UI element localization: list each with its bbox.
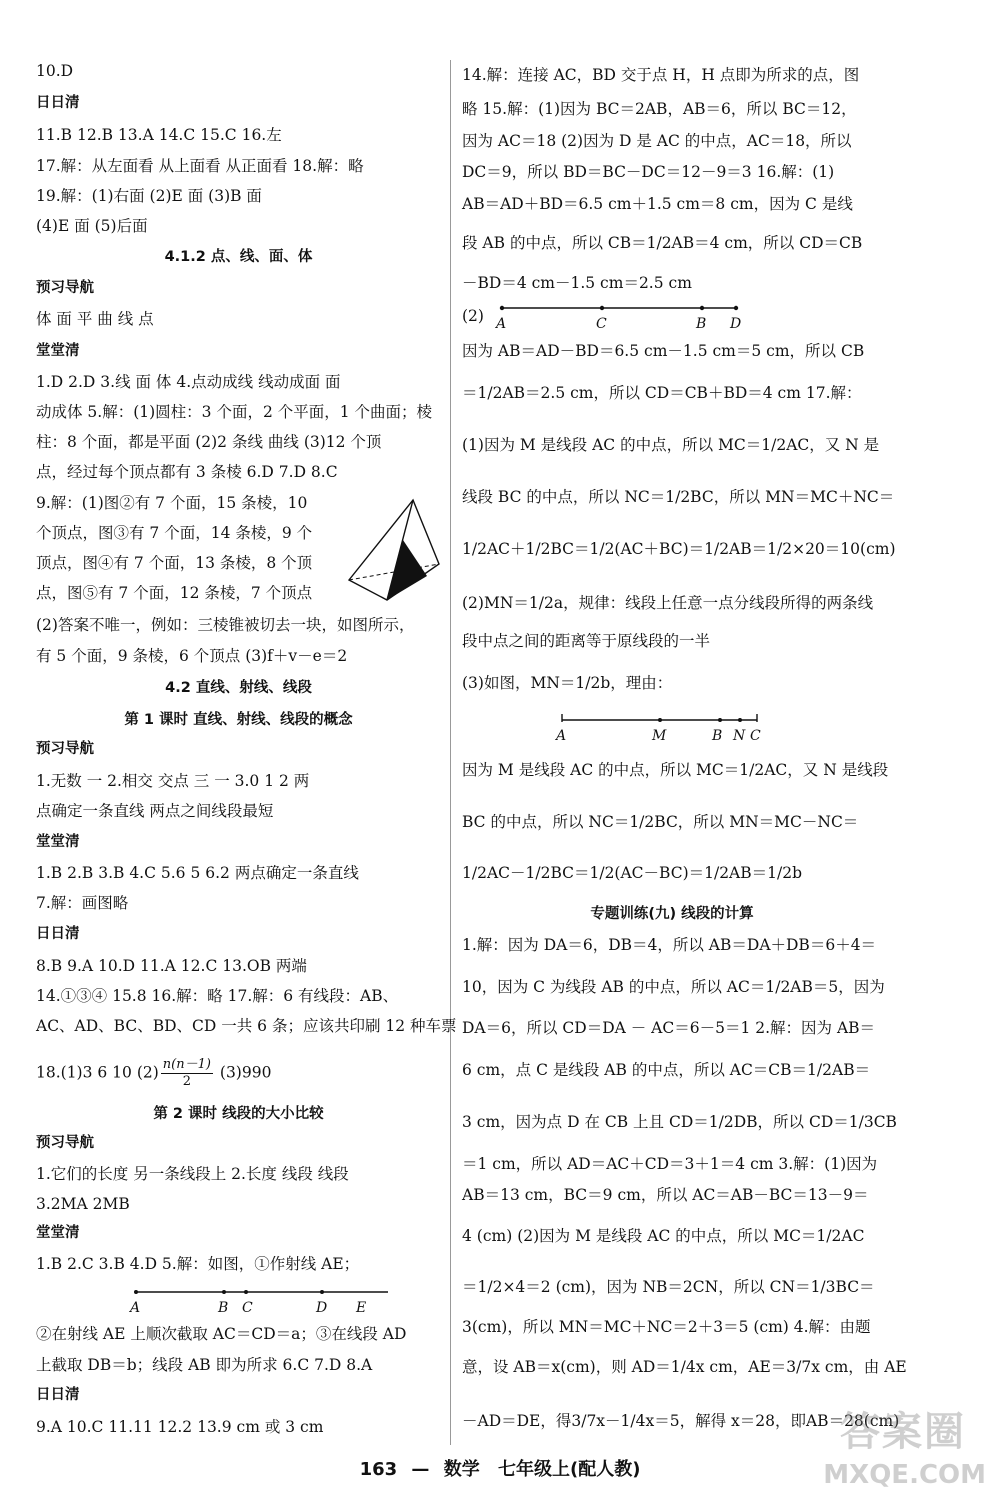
answer-line: 段中点之间的距离等于原线段的一半 <box>462 632 711 650</box>
answer-line: 点，经过每个顶点都有 3 条棱 6.D 7.D 8.C <box>36 463 338 481</box>
ray-construction-figure <box>126 1282 396 1320</box>
answer-line: 顶点，图④有 7 个面，13 条棱，8 个顶 <box>36 554 313 572</box>
footer-separator: — <box>411 1459 430 1480</box>
answer-line: 17.解：从左面看 从上面看 从正面看 18.解：略 <box>36 157 364 175</box>
point-label: C <box>242 1300 253 1316</box>
answer-text: (3)990 <box>214 1063 272 1082</box>
answer-line: 1.它们的长度 另一条线段上 2.长度 线段 线段 <box>36 1165 349 1183</box>
watermark <box>823 1400 994 1492</box>
section-heading: 预习导航 <box>36 741 94 757</box>
answer-line: 8.B 9.A 10.D 11.A 12.C 13.OB 两端 <box>36 957 307 975</box>
answer-line: 3(cm)，所以 MN＝MC＋NC＝2＋3＝5 (cm) 4.解：由题 <box>462 1318 871 1336</box>
answer-line: 线段 BC 的中点，所以 NC＝1/2BC，所以 MN＝MC＋NC＝ <box>462 488 895 506</box>
answer-line: 1.无数 一 2.相交 交点 三 一 3.0 1 2 两 <box>36 772 310 790</box>
point-label: B <box>712 728 723 744</box>
answer-line <box>36 1057 271 1090</box>
topic-title: 专题训练(九) 线段的计算 <box>590 906 754 922</box>
answer-line: DA＝6，所以 CD＝DA － AC＝6－5＝1 2.解：因为 AB＝ <box>462 1019 876 1037</box>
fraction <box>161 1057 213 1090</box>
answer-line: 上截取 DB＝b；线段 AB 即为所求 6.C 7.D 8.A <box>36 1356 373 1374</box>
point-label: E <box>356 1300 367 1316</box>
answer-line: 1.D 2.D 3.线 面 体 4.点动成线 线动成面 面 <box>36 373 341 391</box>
answer-line: 10.D <box>36 62 74 80</box>
answer-line: －BD＝4 cm－1.5 cm＝2.5 cm <box>462 274 692 292</box>
section-heading: 日日清 <box>36 95 80 111</box>
answer-line: 体 面 平 曲 线 点 <box>36 310 154 328</box>
answer-line: 1/2AC－1/2BC＝1/2(AC－BC)＝1/2AB＝1/2b <box>462 864 803 882</box>
answer-line: 动成体 5.解：(1)圆柱：3 个面，2 个平面，1 个曲面；棱 <box>36 403 433 421</box>
answer-line: 因为 AC＝18 (2)因为 D 是 AC 的中点，AC＝18，所以 <box>462 132 852 150</box>
answer-line: (2)MN＝1/2a，规律：线段上任意一点分线段所得的两条线 <box>462 594 874 612</box>
answer-line: 有 5 个面，9 条棱，6 个顶点 (3)f＋v－e＝2 <box>36 647 348 665</box>
answer-line: (2)答案不唯一，例如：三棱锥被切去一块，如图所示， <box>36 616 415 634</box>
point-label: D <box>316 1300 328 1316</box>
segment-figure-ambnc <box>552 710 782 744</box>
answer-line: ＝1/2AB＝2.5 cm，所以 CD＝CB＋BD＝4 cm 17.解： <box>462 384 862 402</box>
answer-line: 1.B 2.C 3.B 4.D 5.解：如图，①作射线 AE； <box>36 1255 360 1273</box>
answer-line: 19.解：(1)右面 (2)E 面 (3)B 面 <box>36 187 262 205</box>
answer-line: 7.解：画图略 <box>36 894 129 912</box>
answer-line: 3.2MA 2MB <box>36 1195 130 1213</box>
point-label: N <box>733 728 746 744</box>
point-label: M <box>652 728 667 744</box>
answer-line: 因为 AB＝AD－BD＝6.5 cm－1.5 cm＝5 cm，所以 CB <box>462 342 865 360</box>
watermark-logo: 答案圈 <box>840 1409 966 1455</box>
answer-line: 14.解：连接 AC，BD 交于点 H，H 点即为所求的点，图 <box>462 66 860 84</box>
watermark-url: MXQE.COM <box>823 1460 986 1490</box>
answer-line: 段 AB 的中点，所以 CB＝1/2AB＝4 cm，所以 CD＝CB <box>462 234 863 252</box>
grade-label: 七年级上(配人教) <box>497 1459 641 1480</box>
point-label: B <box>218 1300 229 1316</box>
answer-line: 意，设 AB＝x(cm)，则 AD＝1/4x cm，AE＝3/7x cm，由 AE <box>462 1358 907 1376</box>
answer-line: 14.①③④ 15.8 16.解：略 17.解：6 有线段：AB、 <box>36 987 399 1005</box>
answer-text: 18.(1)3 6 10 (2) <box>36 1063 159 1082</box>
section-heading: 堂堂清 <box>36 343 80 359</box>
point-label: B <box>696 316 707 332</box>
section-heading: 预习导航 <box>36 280 94 296</box>
answer-line: 1.解：因为 DA＝6，DB＝4，所以 AB＝DA＋DB＝6＋4＝ <box>462 936 877 954</box>
answer-line: 10，因为 C 为线段 AB 的中点，所以 AC＝1/2AB＝5，因为 <box>462 978 885 996</box>
subject-label: 数学 <box>443 1459 480 1480</box>
point-label: A <box>496 316 507 332</box>
fraction-numerator: n(n－1) <box>162 1057 211 1072</box>
answer-line: AC、AD、BC、BD、CD 一共 6 条；应该共印刷 12 种车票 <box>36 1017 457 1035</box>
section-heading: 日日清 <box>36 926 80 942</box>
section-heading: 堂堂清 <box>36 834 80 850</box>
answer-line: (4)E 面 (5)后面 <box>36 217 148 235</box>
answer-line: 11.B 12.B 13.A 14.C 15.C 16.左 <box>36 126 282 144</box>
point-label: C <box>750 728 761 744</box>
answer-line: (2) <box>462 307 484 325</box>
answer-line: 点，图⑤有 7 个面，12 条棱，7 个顶点 <box>36 584 313 602</box>
answer-line: 4 (cm) (2)因为 M 是线段 AC 的中点，所以 MC＝1/2AC <box>462 1227 865 1245</box>
answer-line: 因为 M 是线段 AC 的中点，所以 MC＝1/2AC，又 N 是线段 <box>462 761 889 779</box>
lesson-subtitle: 第 2 课时 线段的大小比较 <box>153 1106 324 1122</box>
section-heading: 预习导航 <box>36 1135 94 1151</box>
segment-figure-acbd <box>492 298 782 332</box>
answer-line: －AD＝DE，得3/7x－1/4x＝5，解得 x＝28，即AB＝28(cm) <box>462 1412 900 1430</box>
answer-line: 个顶点，图③有 7 个面，14 条棱，9 个 <box>36 524 313 542</box>
answer-line: (3)如图，MN＝1/2b，理由： <box>462 674 673 692</box>
answer-line: BC 的中点，所以 NC＝1/2BC，所以 MN＝MC－NC＝ <box>462 813 859 831</box>
lesson-subtitle: 第 1 课时 直线、射线、线段的概念 <box>124 712 353 728</box>
answer-line: 柱：8 个面，都是平面 (2)2 条线 曲线 (3)12 个顶 <box>36 433 382 451</box>
answer-line: 9.A 10.C 11.11 12.2 13.9 cm 或 3 cm <box>36 1418 324 1436</box>
answer-line: AB＝13 cm，BC＝9 cm，所以 AC＝AB－BC＝13－9＝ <box>462 1186 869 1204</box>
lesson-title: 4.2 直线、射线、线段 <box>165 680 312 696</box>
answer-line: ②在射线 AE 上顺次截取 AC＝CD＝a；③在线段 AD <box>36 1325 407 1343</box>
lesson-title: 4.1.2 点、线、面、体 <box>164 249 313 265</box>
truncated-pyramid-figure <box>341 492 446 612</box>
answer-line: DC＝9，所以 BD＝BC－DC＝12－9＝3 16.解：(1) <box>462 163 835 181</box>
answer-line: (1)因为 M 是线段 AC 的中点，所以 MC＝1/2AC，又 N 是 <box>462 436 880 454</box>
answer-line: ＝1 cm，所以 AD＝AC＋CD＝3＋1＝4 cm 3.解：(1)因为 <box>462 1155 878 1173</box>
point-label: A <box>130 1300 141 1316</box>
section-heading: 堂堂清 <box>36 1225 80 1241</box>
point-label: A <box>556 728 567 744</box>
answer-line: 1/2AC＋1/2BC＝1/2(AC＋BC)＝1/2AB＝1/2×20＝10(cm) <box>462 540 896 558</box>
answer-line: ＝1/2×4＝2 (cm)，因为 NB＝2CN，所以 CN＝1/3BC＝ <box>462 1278 875 1296</box>
answer-line: AB＝AD＋BD＝6.5 cm＋1.5 cm＝8 cm，因为 C 是线 <box>462 195 853 213</box>
fraction-denominator: 2 <box>182 1074 192 1089</box>
point-label: C <box>596 316 607 332</box>
page-number: 163 <box>359 1459 398 1480</box>
point-label: D <box>730 316 742 332</box>
column-divider <box>450 60 451 1445</box>
answer-line: 略 15.解：(1)因为 BC＝2AB，AB＝6，所以 BC＝12， <box>462 100 857 118</box>
answer-line: 3 cm，因为点 D 在 CB 上且 CD＝1/2DB，所以 CD＝1/3CB <box>462 1113 897 1131</box>
answer-line: 1.B 2.B 3.B 4.C 5.6 5 6.2 两点确定一条直线 <box>36 864 359 882</box>
answer-line: 9.解：(1)图②有 7 个面，15 条棱，10 <box>36 494 308 512</box>
answer-line: 点确定一条直线 两点之间线段最短 <box>36 802 274 820</box>
section-heading: 日日清 <box>36 1387 80 1403</box>
answer-line: 6 cm，点 C 是线段 AB 的中点，所以 AC＝CB＝1/2AB＝ <box>462 1061 871 1079</box>
